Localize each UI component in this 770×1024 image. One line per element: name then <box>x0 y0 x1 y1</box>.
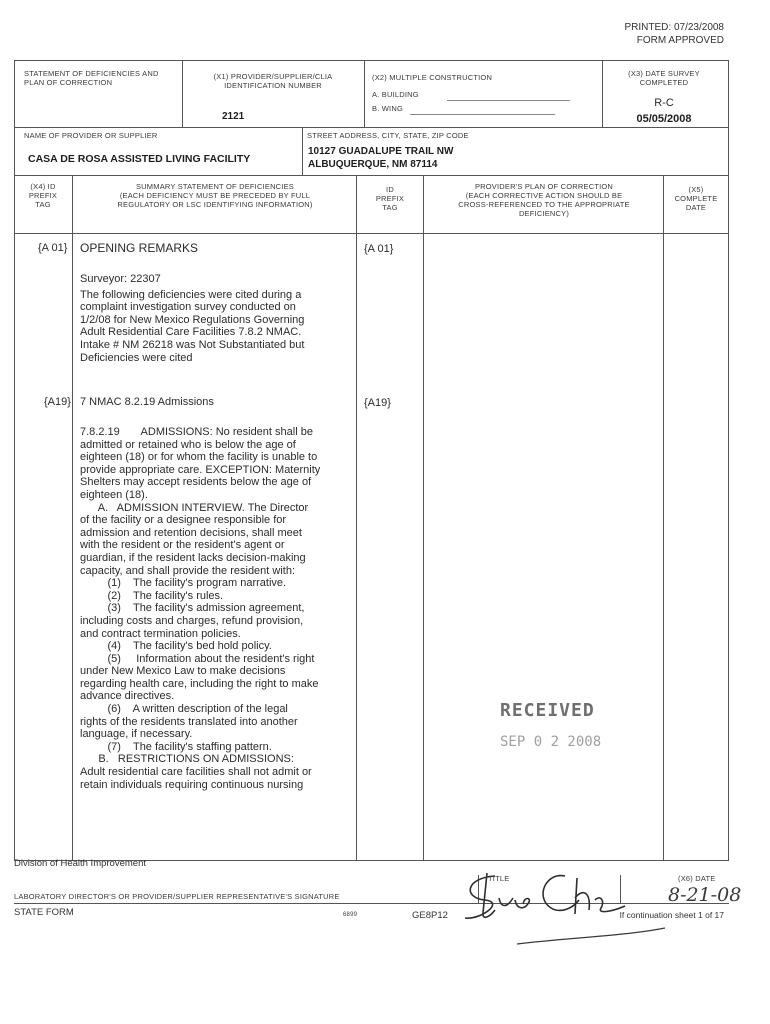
a19-line: (1) The facility's program narrative. <box>80 577 287 590</box>
a19-line: of the facility or a designee responsible for <box>80 514 287 527</box>
provider-name: CASA DE ROSA ASSISTED LIVING FACILITY <box>28 153 251 165</box>
a01-tag: {A 01} <box>38 242 68 254</box>
x4-id: (X4) ID <box>30 182 56 191</box>
plan-l2: (EACH CORRECTIVE ACTION SHOULD BE <box>465 191 623 200</box>
a19-line: provide appropriate care. EXCEPTION: Maternity <box>80 463 321 476</box>
a19-line: eighteen (18). <box>80 488 148 501</box>
plan-header <box>425 182 663 218</box>
state-form-label: STATE FORM <box>14 907 74 918</box>
received-date: SEP 0 2 2008 <box>500 734 602 750</box>
a19-line: 7.8.2.19 ADMISSIONS: No resident shall be <box>80 426 313 438</box>
printed-date: PRINTED: 07/23/2008 <box>624 22 724 33</box>
a19-tag: {A19} <box>44 396 71 408</box>
a19-line: and contract termination policies. <box>80 627 241 640</box>
provider-label: NAME OF PROVIDER OR SUPPLIER <box>24 131 158 140</box>
a19-line: (4) The facility's bed hold policy. <box>80 640 272 653</box>
x4-prefix: PREFIX <box>28 191 58 200</box>
x2-label: (X2) MULTIPLE CONSTRUCTION <box>372 73 493 82</box>
id-l1: ID <box>386 185 394 194</box>
a01-line: Intake # NM 26218 was Not Substantiated but <box>80 338 305 351</box>
form-code: 6899 <box>343 912 358 918</box>
provider-id-number: 2121 <box>222 111 245 122</box>
x6-date-label: (X6) DATE <box>678 874 716 883</box>
form-id: GE8P12 <box>412 910 448 921</box>
a19-line: eighteen (18) or for whom the facility is unable to <box>80 451 318 464</box>
summary-l2: (EACH DEFICIENCY MUST BE PRECEDED BY FULL <box>119 191 311 200</box>
x4-id-header <box>14 182 72 209</box>
a19-line: (6) A written description of the legal <box>80 703 288 716</box>
a19-line: (3) The facility's admission agreement, <box>80 602 305 615</box>
plan-l3: CROSS-REFERENCED TO THE APPROPRIATE <box>458 200 630 209</box>
title-label: TITLE <box>488 874 510 883</box>
plan-l1: PROVIDER'S PLAN OF CORRECTION <box>474 182 614 191</box>
a19-line: admission and retention decisions, shall meet <box>80 526 302 539</box>
a19-body <box>80 426 360 791</box>
a19-tag-right: {A19} <box>364 397 391 409</box>
a19-title: 7 NMAC 8.2.19 Admissions <box>80 396 214 408</box>
signature-label: LABORATORY DIRECTOR'S OR PROVIDER/SUPPLIER REPRESENTATIVE'S SIGNATURE <box>14 892 340 901</box>
a19-line: (2) The facility's rules. <box>80 589 224 602</box>
a19-line: regarding health care, including the right to make <box>80 677 319 690</box>
a19-line: rights of the residents translated into another <box>80 715 298 728</box>
survey-date: 05/05/2008 <box>636 113 692 125</box>
a01-line: complaint investigation survey conducted on <box>80 301 296 314</box>
x5-l1: (X5) <box>688 185 704 194</box>
received-stamp: RECEIVED <box>500 700 595 721</box>
summary-l3: REGULATORY OR LSC IDENTIFYING INFORMATION) <box>117 200 313 209</box>
continuation-sheet: If continuation sheet 1 of 17 <box>619 910 724 920</box>
a01-title: OPENING REMARKS <box>80 241 199 255</box>
a19-line: (7) The facility's staffing pattern. <box>80 740 272 753</box>
a01-line: 1/2/08 for New Mexico Regulations Governing <box>80 313 305 326</box>
street-line2: ALBUQUERQUE, NM 87114 <box>308 159 438 170</box>
a19-line: Shelters may accept residents below the age of <box>80 476 312 489</box>
form-approved: FORM APPROVED <box>636 35 724 46</box>
id-l2: PREFIX <box>375 194 405 203</box>
x2-building: A. BUILDING <box>372 90 419 99</box>
summary-header <box>74 182 356 209</box>
a19-line: including costs and charges, refund provision, <box>80 614 304 627</box>
division-label: Division of Health Improvement <box>14 858 146 869</box>
a19-line: with the resident or the resident's agent or <box>80 539 285 552</box>
a01-line: Adult Residential Care Facilities 7.8.2 NMAC. <box>80 326 302 339</box>
a19-line: admitted or retained who is below the age of <box>80 438 296 451</box>
plan-l4: DEFICIENCY) <box>518 209 570 218</box>
id-prefix-header <box>357 185 423 212</box>
a19-line: (5) Information about the resident's right <box>80 652 315 665</box>
a01-tag-right: {A 01} <box>364 243 394 255</box>
a19-line: Adult residential care facilities shall not admit or <box>80 766 312 779</box>
a19-line: A. ADMISSION INTERVIEW. The Director <box>80 501 309 514</box>
street-line1: 10127 GUADALUPE TRAIL NW <box>308 146 454 157</box>
handwritten-date: 8-21-08 <box>668 884 742 906</box>
x4-tag: TAG <box>35 200 51 209</box>
a19-line: retain individuals requiring continuous nursing <box>80 778 304 791</box>
a19-line: language, if necessary. <box>80 728 193 741</box>
x5-l3: DATE <box>685 203 707 212</box>
x5-l2: COMPLETE <box>674 194 718 203</box>
x2-wing: B. WING <box>372 104 403 113</box>
summary-l1: SUMMARY STATEMENT OF DEFICIENCIES <box>135 182 294 191</box>
a19-line: capacity, and shall provide the resident with: <box>80 564 296 577</box>
statement-label: STATEMENT OF DEFICIENCIES AND PLAN OF CORRECTION <box>24 69 159 87</box>
a19-line: B. RESTRICTIONS ON ADMISSIONS: <box>80 753 294 766</box>
signature-icon <box>455 858 675 953</box>
x3-label: (X3) DATE SURVEY COMPLETED <box>628 69 700 87</box>
a01-line: The following deficiencies were cited during a <box>80 288 302 301</box>
a19-line: guardian, if the resident lacks decision-making <box>80 551 306 564</box>
a01-body <box>80 273 356 364</box>
street-label: STREET ADDRESS, CITY, STATE, ZIP CODE <box>307 131 469 140</box>
a19-line: under New Mexico Law to make decisions <box>80 665 286 678</box>
a19-line: advance directives. <box>80 690 175 703</box>
surveyor-line: Surveyor: 22307 <box>80 273 161 285</box>
x3-rc: R-C <box>654 97 674 109</box>
x1-label: (X1) PROVIDER/SUPPLIER/CLIA IDENTIFICATION NUMBER <box>213 72 333 90</box>
a01-line: Deficiencies were cited <box>80 351 193 364</box>
id-l3: TAG <box>382 203 398 212</box>
x5-header <box>664 185 728 212</box>
